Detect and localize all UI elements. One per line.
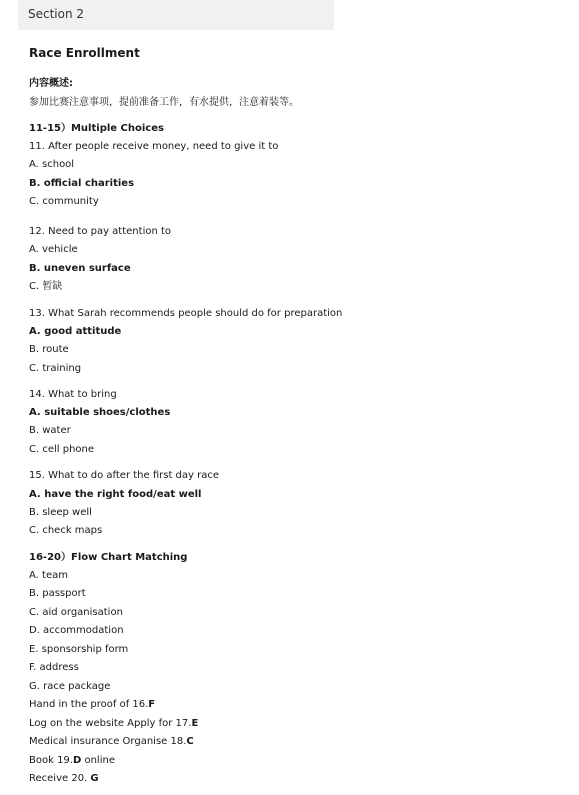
section-label: Section 2: [28, 7, 85, 21]
question-prompt: 12. Need to pay attention to: [29, 226, 172, 237]
flow-item-answer: C: [186, 736, 194, 747]
option-item-correct: B. official charities: [29, 178, 135, 189]
flow-item: [29, 754, 115, 767]
summary-heading: 内容概述:: [29, 78, 73, 89]
flow-item-text: Medical insurance Organise 18.: [29, 736, 187, 747]
flow-option: F. address: [29, 662, 79, 673]
option-item: C. cell phone: [29, 444, 95, 455]
option-item: A. vehicle: [29, 244, 78, 255]
option-item-correct: A. have the right food/eat well: [29, 489, 202, 500]
question-prompt: 13. What Sarah recommends people should do for preparation: [29, 308, 343, 319]
option-item: B. water: [29, 425, 71, 436]
summary-text: 参加比赛注意事项，提前准备工作，有水提供，注意着装等。: [29, 97, 299, 108]
section-header: [18, 0, 334, 30]
flow-item-suffix: online: [81, 755, 115, 766]
flow-item-text: Receive 20.: [29, 773, 91, 784]
flow-option: E. sponsorship form: [29, 644, 129, 655]
option-item: C. community: [29, 196, 99, 207]
option-item-correct: A. good attitude: [29, 326, 122, 337]
flow-item: [29, 735, 194, 748]
flow-chart-heading: 16-20）Flow Chart Matching: [29, 552, 188, 563]
question-prompt: 14. What to bring: [29, 389, 117, 400]
option-item: B. sleep well: [29, 507, 92, 518]
option-item-correct: A. suitable shoes/clothes: [29, 407, 171, 418]
question-prompt: 15. What to do after the first day race: [29, 470, 220, 481]
flow-item: [29, 717, 198, 730]
flow-item: [29, 772, 99, 785]
flow-item-answer: G: [90, 773, 99, 784]
flow-option: D. accommodation: [29, 625, 124, 636]
question-prompt: 11. After people receive money, need to give it to: [29, 141, 279, 152]
option-item-correct: B. uneven surface: [29, 263, 131, 274]
option-item: C. 暂缺: [29, 281, 63, 292]
flow-item-text: Log on the website Apply for 17.: [29, 718, 192, 729]
flow-item: [29, 698, 155, 711]
flow-item-text: Book 19.: [29, 755, 73, 766]
option-item: C. check maps: [29, 525, 103, 536]
flow-option: B. passport: [29, 588, 86, 599]
flow-option: C. aid organisation: [29, 607, 123, 618]
option-item: A. school: [29, 159, 75, 170]
flow-option: G. race package: [29, 681, 111, 692]
flow-item-answer: D: [72, 755, 82, 766]
multiple-choice-heading: 11-15）Multiple Choices: [29, 123, 164, 134]
page-title: Race Enrollment: [29, 46, 140, 60]
flow-item-answer: F: [148, 699, 156, 710]
flow-item-answer: E: [191, 718, 199, 729]
option-item: B. route: [29, 344, 69, 355]
flow-item-text: Hand in the proof of 16.: [29, 699, 149, 710]
option-item: C. training: [29, 363, 82, 374]
flow-option: A. team: [29, 570, 68, 581]
